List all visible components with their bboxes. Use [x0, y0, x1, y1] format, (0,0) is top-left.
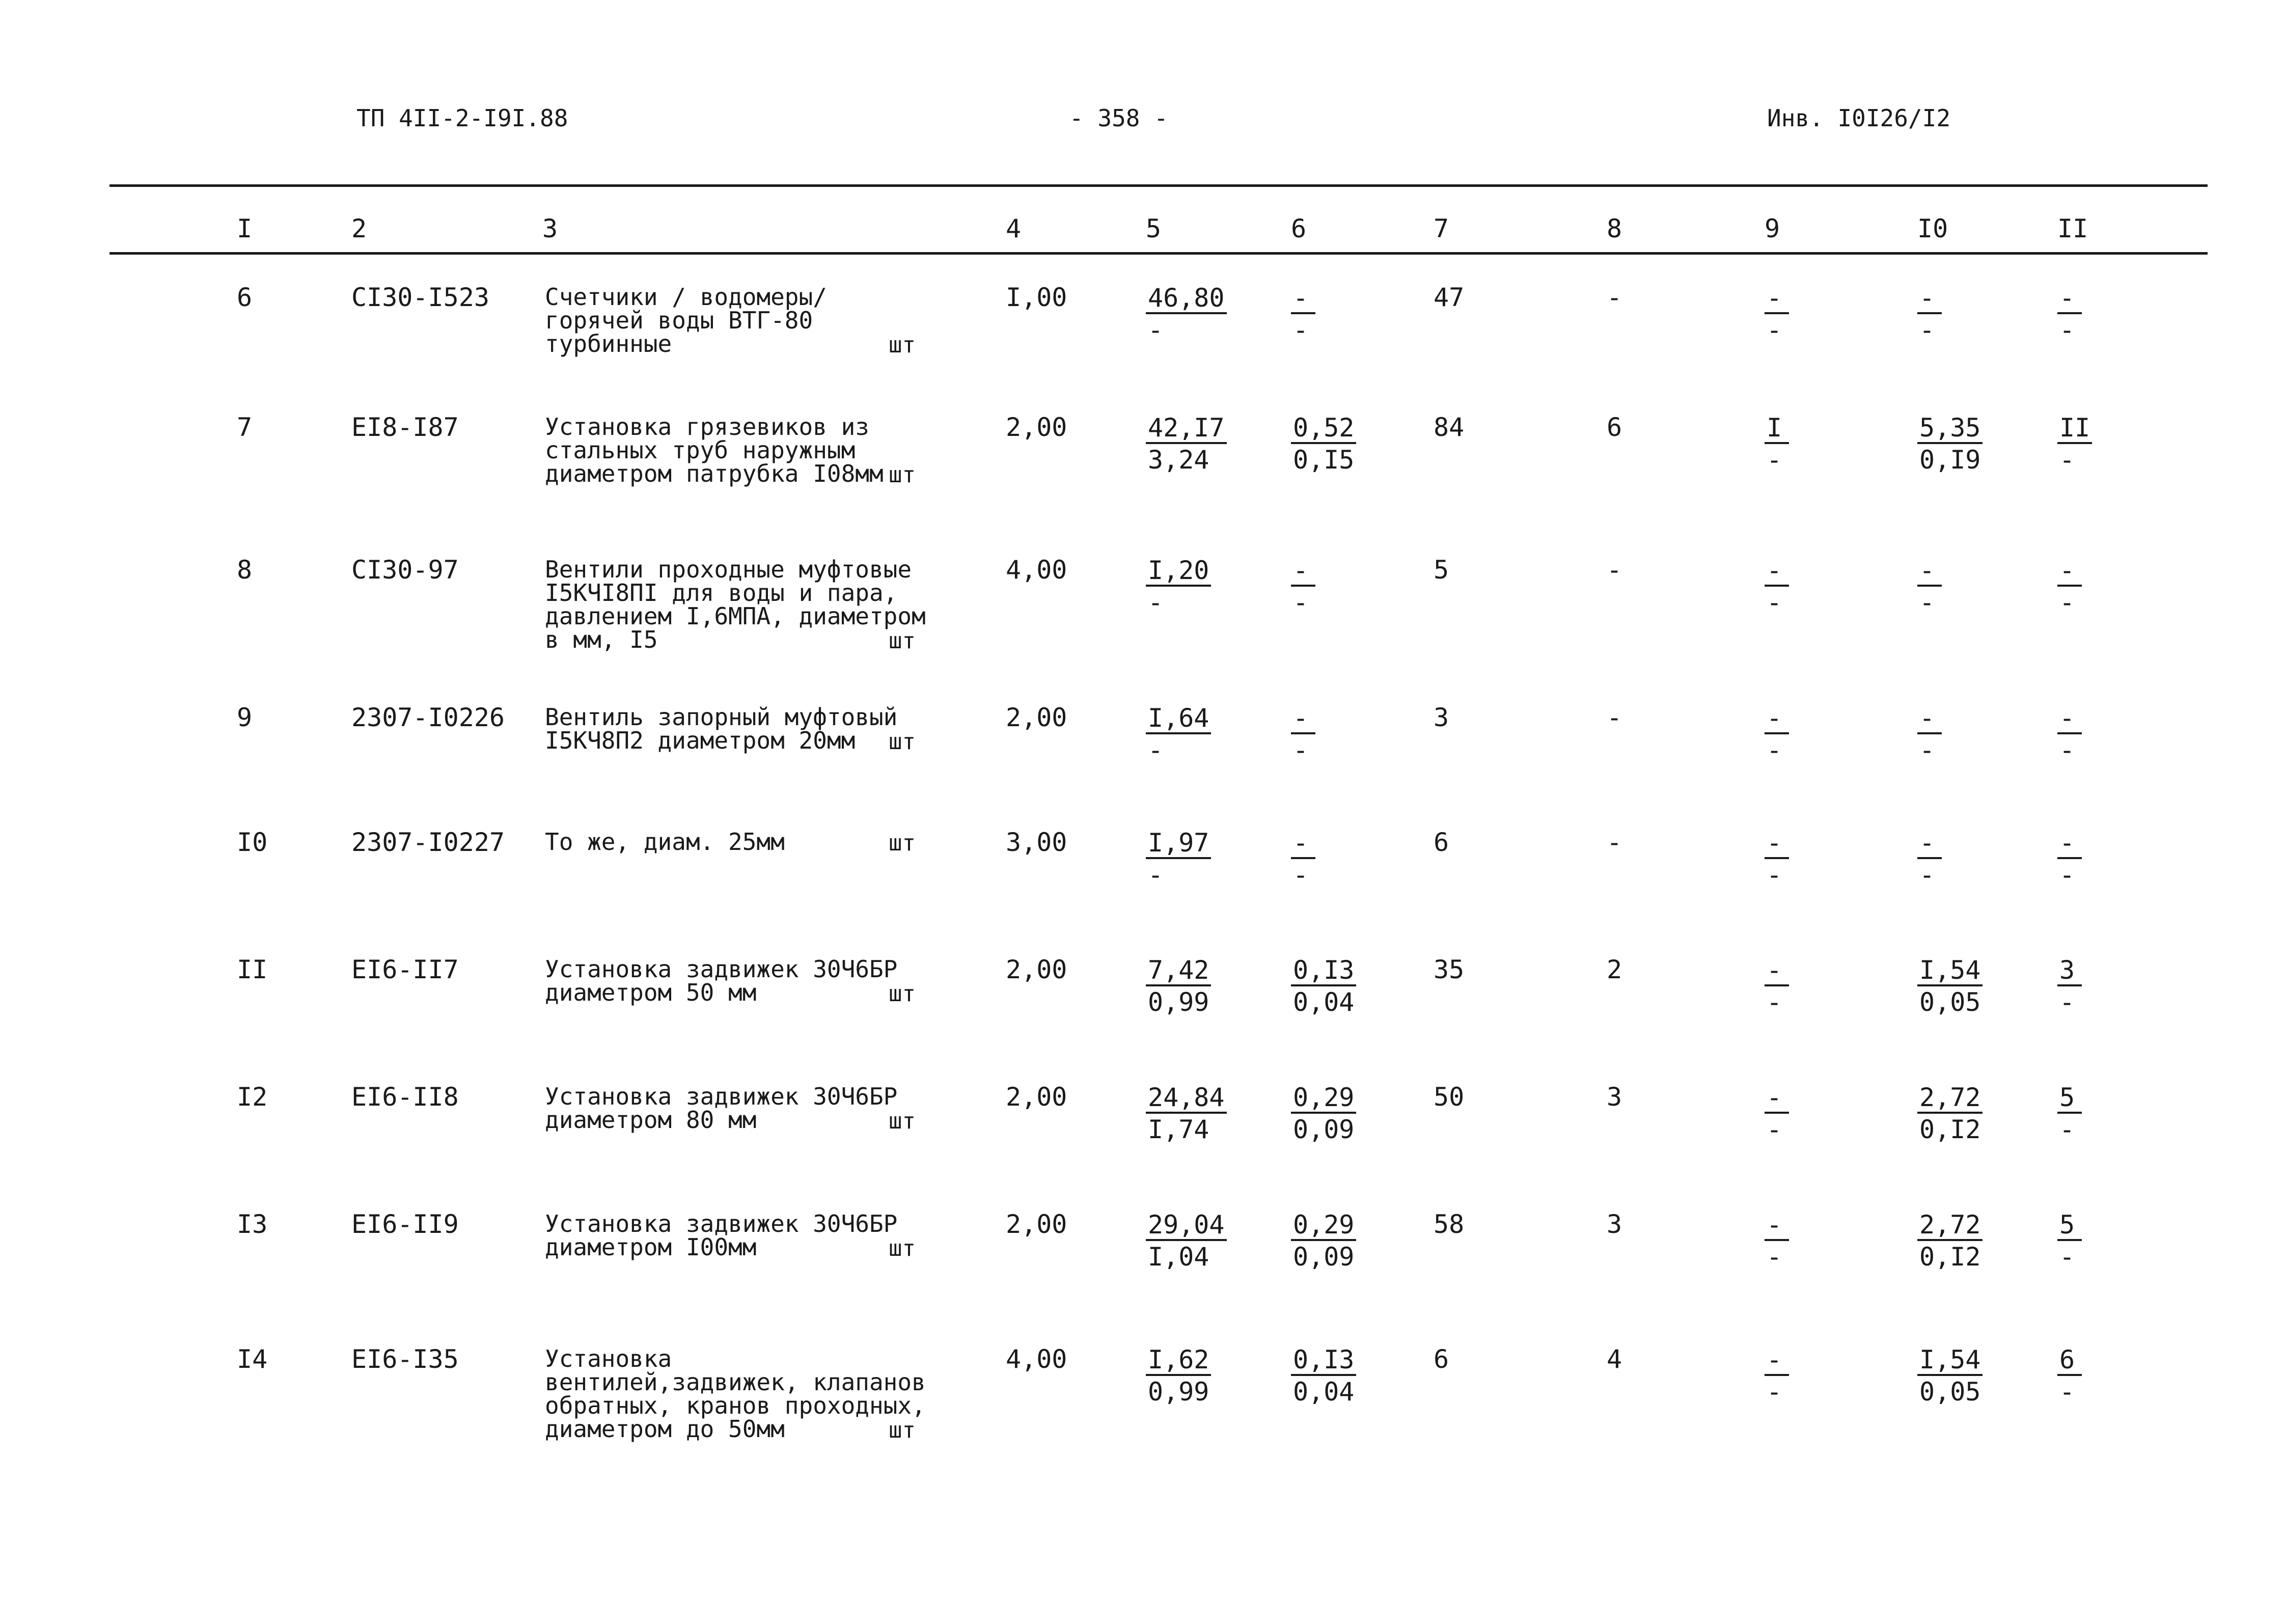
c9-numerator: -: [1765, 1083, 1789, 1114]
c10-numerator: -: [1917, 704, 1942, 734]
row-number: 8: [237, 555, 253, 585]
c10-numerator: -: [1917, 556, 1942, 587]
c10-denominator: -: [1919, 860, 1935, 890]
col-7-value: 35: [1434, 955, 1465, 984]
c10-numerator: 2,72: [1917, 1083, 1983, 1114]
row-number: I0: [237, 828, 268, 857]
c9-fraction: [1765, 955, 1789, 1018]
row-number: 7: [237, 412, 253, 442]
c11-numerator: 3: [2057, 956, 2082, 986]
item-description: То же, диам. 25мм: [545, 828, 785, 856]
col-8-value: -: [1607, 283, 1622, 312]
item-description: Установка задвижек 30Ч6БР диаметром I00мм: [545, 1210, 898, 1261]
table-top-rule: [109, 184, 2208, 187]
col-8-value: 4: [1607, 1344, 1622, 1374]
c10-denominator: 0,05: [1919, 987, 1981, 1017]
row-number: I3: [237, 1209, 268, 1239]
col-7-value: 5: [1434, 555, 1449, 585]
c9-numerator: -: [1765, 1345, 1789, 1376]
rate-code: 2307-I0226: [351, 703, 505, 732]
column-header: I0: [1917, 214, 1948, 243]
row-number: II: [237, 955, 268, 984]
rate-code: CI30-97: [351, 555, 459, 585]
c6-denominator: 0,09: [1293, 1115, 1355, 1144]
c6-numerator: 0,52: [1291, 414, 1356, 444]
c6-fraction: [1291, 955, 1356, 1018]
c9-denominator: -: [1767, 987, 1782, 1017]
c11-denominator: -: [2059, 588, 2075, 617]
c5-fraction: [1146, 1210, 1227, 1273]
page-number: - 358 -: [1069, 104, 1168, 132]
c5-denominator: I,04: [1148, 1242, 1209, 1272]
quantity: 2,00: [1006, 1209, 1067, 1239]
c5-numerator: 42,I7: [1146, 414, 1227, 444]
c9-denominator: -: [1767, 860, 1782, 890]
rate-code: CI30-I523: [351, 283, 489, 312]
column-header: 6: [1291, 214, 1307, 243]
c10-fraction: [1917, 1083, 1983, 1145]
c6-fraction: [1291, 283, 1315, 346]
col-7-value: 47: [1434, 283, 1465, 312]
c10-fraction: [1917, 828, 1942, 891]
col-7-value: 6: [1434, 1344, 1449, 1374]
c11-numerator: 5: [2057, 1083, 2082, 1114]
quantity: 3,00: [1006, 828, 1067, 857]
c6-numerator: 0,I3: [1291, 1345, 1356, 1376]
c10-numerator: 5,35: [1917, 414, 1983, 444]
c5-denominator: -: [1148, 588, 1164, 617]
quantity: I,00: [1006, 283, 1067, 312]
c5-denominator: 3,24: [1148, 445, 1209, 475]
c5-fraction: [1146, 556, 1211, 618]
c5-denominator: -: [1148, 735, 1164, 765]
c6-denominator: -: [1293, 588, 1309, 617]
c9-denominator: -: [1767, 315, 1782, 345]
c6-denominator: -: [1293, 860, 1309, 890]
item-description: Установка задвижек 30Ч6БР диаметром 50 мм: [545, 955, 898, 1006]
c10-numerator: -: [1917, 284, 1942, 314]
c9-fraction: [1765, 556, 1789, 618]
c10-fraction: [1917, 413, 1983, 476]
column-header: 4: [1006, 214, 1022, 243]
c11-fraction: [2057, 1345, 2082, 1408]
unit-label: шт: [889, 830, 916, 856]
c11-denominator: -: [2059, 445, 2075, 475]
col-8-value: 2: [1607, 955, 1622, 984]
c6-denominator: -: [1293, 735, 1309, 765]
table-header-rule: [109, 252, 2208, 255]
c5-numerator: 46,80: [1146, 284, 1227, 314]
col-7-value: 6: [1434, 828, 1449, 857]
inventory-number: Инв. I0I26/I2: [1767, 104, 1951, 132]
c9-numerator: -: [1765, 556, 1789, 587]
c9-numerator: -: [1765, 284, 1789, 314]
c9-denominator: -: [1767, 1242, 1782, 1272]
col-8-value: -: [1607, 703, 1622, 732]
unit-label: шт: [889, 628, 916, 654]
c11-fraction: [2057, 283, 2082, 346]
c10-denominator: -: [1919, 735, 1935, 765]
unit-label: шт: [889, 981, 916, 1007]
c11-fraction: [2057, 828, 2082, 891]
c6-numerator: -: [1291, 284, 1315, 314]
quantity: 4,00: [1006, 555, 1067, 585]
c11-numerator: II: [2057, 414, 2092, 444]
c6-fraction: [1291, 1083, 1356, 1145]
col-8-value: 3: [1607, 1209, 1622, 1239]
col-7-value: 50: [1434, 1082, 1465, 1112]
c6-denominator: 0,04: [1293, 987, 1355, 1017]
c5-denominator: I,74: [1148, 1115, 1209, 1144]
row-number: I4: [237, 1344, 268, 1374]
c9-numerator: -: [1765, 956, 1789, 986]
c11-denominator: -: [2059, 315, 2075, 345]
c5-numerator: I,97: [1146, 829, 1211, 859]
c11-denominator: -: [2059, 735, 2075, 765]
c11-denominator: -: [2059, 1377, 2075, 1407]
c9-fraction: [1765, 413, 1789, 476]
item-description: Вентили проходные муфтовые I5КЧI8ПI для воды и пара, давлением I,6МПА, диаметром в мм, I5: [545, 556, 926, 653]
column-header: 9: [1765, 214, 1780, 243]
c10-numerator: I,54: [1917, 956, 1983, 986]
c9-numerator: -: [1765, 704, 1789, 734]
c9-denominator: -: [1767, 1115, 1782, 1144]
c6-numerator: 0,29: [1291, 1210, 1356, 1241]
c10-fraction: [1917, 283, 1942, 346]
c5-fraction: [1146, 413, 1227, 476]
c10-numerator: 2,72: [1917, 1210, 1983, 1241]
c11-numerator: 6: [2057, 1345, 2082, 1376]
c10-denominator: -: [1919, 588, 1935, 617]
c11-fraction: [2057, 1210, 2082, 1273]
c6-numerator: 0,I3: [1291, 956, 1356, 986]
quantity: 2,00: [1006, 412, 1067, 442]
unit-label: шт: [889, 332, 916, 358]
col-8-value: 6: [1607, 412, 1622, 442]
c11-denominator: -: [2059, 1115, 2075, 1144]
item-description: Вентиль запорный муфтовый I5КЧ8П2 диаметром 20мм: [545, 703, 898, 754]
unit-label: шт: [889, 729, 916, 755]
quantity: 2,00: [1006, 703, 1067, 732]
col-8-value: 3: [1607, 1082, 1622, 1112]
c10-denominator: -: [1919, 315, 1935, 345]
c6-denominator: 0,I5: [1293, 445, 1355, 475]
c5-numerator: 24,84: [1146, 1083, 1227, 1114]
c6-fraction: [1291, 1345, 1356, 1408]
rate-code: 2307-I0227: [351, 828, 505, 857]
c5-denominator: 0,99: [1148, 987, 1209, 1017]
rate-code: EI6-II9: [351, 1209, 459, 1239]
c5-fraction: [1146, 1083, 1227, 1145]
col-8-value: -: [1607, 828, 1622, 857]
column-header: 8: [1607, 214, 1622, 243]
rate-code: EI6-II7: [351, 955, 459, 984]
column-header: I: [237, 214, 253, 243]
c6-denominator: 0,04: [1293, 1377, 1355, 1407]
c9-numerator: I: [1765, 414, 1789, 444]
col-7-value: 3: [1434, 703, 1449, 732]
c5-numerator: I,64: [1146, 704, 1211, 734]
c6-fraction: [1291, 1210, 1356, 1273]
c9-fraction: [1765, 1210, 1789, 1273]
c9-denominator: -: [1767, 1377, 1782, 1407]
c5-denominator: -: [1148, 860, 1164, 890]
c6-numerator: -: [1291, 829, 1315, 859]
c6-fraction: [1291, 413, 1356, 476]
column-header: 3: [542, 214, 558, 243]
unit-label: шт: [889, 1417, 916, 1443]
rate-code: EI8-I87: [351, 412, 459, 442]
c11-denominator: -: [2059, 1242, 2075, 1272]
col-7-value: 84: [1434, 412, 1465, 442]
c5-fraction: [1146, 703, 1211, 766]
c11-fraction: [2057, 556, 2082, 618]
c11-numerator: -: [2057, 284, 2082, 314]
row-number: 6: [237, 283, 253, 312]
c10-denominator: 0,05: [1919, 1377, 1981, 1407]
c5-numerator: 7,42: [1146, 956, 1211, 986]
c5-denominator: -: [1148, 315, 1164, 345]
row-number: I2: [237, 1082, 268, 1112]
c9-numerator: -: [1765, 1210, 1789, 1241]
c5-numerator: I,62: [1146, 1345, 1211, 1376]
c11-denominator: -: [2059, 987, 2075, 1017]
rate-code: EI6-II8: [351, 1082, 459, 1112]
document-code: ТП 4II-2-I9I.88: [356, 104, 568, 132]
row-number: 9: [237, 703, 253, 732]
c9-fraction: [1765, 828, 1789, 891]
quantity: 4,00: [1006, 1344, 1067, 1374]
c6-numerator: -: [1291, 704, 1315, 734]
item-description: Установка вентилей,задвижек, клапанов обратных, кранов проходных, диаметром до 50мм: [545, 1345, 926, 1443]
c9-numerator: -: [1765, 829, 1789, 859]
c11-numerator: -: [2057, 556, 2082, 587]
c6-fraction: [1291, 828, 1315, 891]
column-header: II: [2057, 214, 2088, 243]
c6-denominator: -: [1293, 315, 1309, 345]
column-header: 7: [1434, 214, 1449, 243]
c6-numerator: 0,29: [1291, 1083, 1356, 1114]
c9-denominator: -: [1767, 445, 1782, 475]
c5-denominator: 0,99: [1148, 1377, 1209, 1407]
column-header: 2: [351, 214, 367, 243]
c6-numerator: -: [1291, 556, 1315, 587]
c9-fraction: [1765, 1083, 1789, 1145]
c10-denominator: 0,I2: [1919, 1242, 1981, 1272]
col-7-value: 58: [1434, 1209, 1465, 1239]
c10-fraction: [1917, 1210, 1983, 1273]
c11-fraction: [2057, 955, 2082, 1018]
c6-denominator: 0,09: [1293, 1242, 1355, 1272]
c11-denominator: -: [2059, 860, 2075, 890]
c11-numerator: -: [2057, 704, 2082, 734]
unit-label: шт: [889, 1108, 916, 1134]
c10-fraction: [1917, 703, 1942, 766]
c10-fraction: [1917, 556, 1942, 618]
c9-denominator: -: [1767, 735, 1782, 765]
c11-numerator: 5: [2057, 1210, 2082, 1241]
c9-fraction: [1765, 1345, 1789, 1408]
rate-code: EI6-I35: [351, 1344, 459, 1374]
c5-numerator: I,20: [1146, 556, 1211, 587]
c10-fraction: [1917, 1345, 1983, 1408]
c10-fraction: [1917, 955, 1983, 1018]
c9-denominator: -: [1767, 588, 1782, 617]
c11-fraction: [2057, 1083, 2082, 1145]
c5-fraction: [1146, 955, 1211, 1018]
c5-fraction: [1146, 283, 1227, 346]
c11-fraction: [2057, 413, 2092, 476]
col-8-value: -: [1607, 555, 1622, 585]
column-header: 5: [1146, 214, 1162, 243]
c10-numerator: -: [1917, 829, 1942, 859]
c6-fraction: [1291, 703, 1315, 766]
c9-fraction: [1765, 703, 1789, 766]
item-description: Счетчики / водомеры/ горячей воды ВТГ-80 турбинные: [545, 283, 827, 357]
item-description: Установка грязевиков из стальных труб наружным диаметром патрубка I08мм: [545, 413, 884, 487]
c5-numerator: 29,04: [1146, 1210, 1227, 1241]
c5-fraction: [1146, 1345, 1211, 1408]
c5-fraction: [1146, 828, 1211, 891]
c9-fraction: [1765, 283, 1789, 346]
c10-numerator: I,54: [1917, 1345, 1983, 1376]
c10-denominator: 0,I9: [1919, 445, 1981, 475]
quantity: 2,00: [1006, 955, 1067, 984]
c11-fraction: [2057, 703, 2082, 766]
c11-numerator: -: [2057, 829, 2082, 859]
item-description: Установка задвижек 30Ч6БР диаметром 80 мм: [545, 1083, 898, 1134]
quantity: 2,00: [1006, 1082, 1067, 1112]
unit-label: шт: [889, 1235, 916, 1261]
c6-fraction: [1291, 556, 1315, 618]
c10-denominator: 0,I2: [1919, 1115, 1981, 1144]
unit-label: шт: [889, 462, 916, 488]
